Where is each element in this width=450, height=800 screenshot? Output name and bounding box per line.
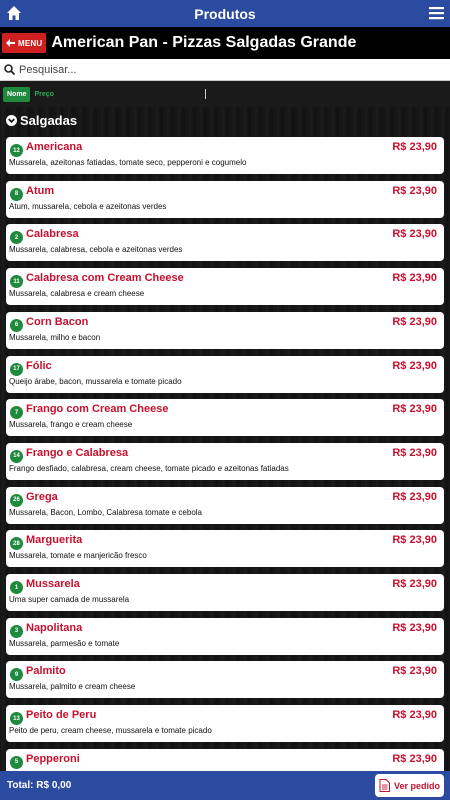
product-description: Queijo árabe, bacon, mussarela e tomate picado: [9, 376, 182, 386]
product-price: R$ 23,90: [392, 359, 437, 372]
product-price: R$ 23,90: [392, 184, 437, 197]
product-name: Calabresa: [26, 228, 79, 241]
product-item[interactable]: [6, 530, 444, 567]
search-icon: [4, 64, 15, 75]
section-header[interactable]: [0, 107, 450, 134]
product-description: Uma super camada de mussarela: [9, 595, 130, 604]
chevron-down-circle-icon: [6, 115, 17, 126]
product-code-badge: 28: [10, 537, 23, 550]
sort-by-name-button[interactable]: Nome: [3, 87, 30, 102]
page-title: Produtos: [194, 5, 256, 22]
product-description: Mussarela, tomate e manjericão fresco: [9, 551, 147, 561]
product-item[interactable]: [6, 705, 444, 742]
hamburger-menu-icon[interactable]: [429, 6, 444, 20]
product-name: Americana: [26, 141, 83, 153]
product-price: R$ 23,90: [392, 621, 437, 634]
arrow-left-icon: [6, 39, 15, 47]
order-total: Total: R$ 0,00: [7, 780, 72, 791]
search-bar: [0, 59, 450, 81]
product-description: Mussarela, frango e cream cheese: [9, 420, 133, 430]
product-item[interactable]: [6, 399, 444, 436]
product-price: R$ 23,90: [392, 446, 437, 459]
product-code-badge: 1: [10, 581, 23, 594]
product-item[interactable]: [6, 443, 444, 480]
sort-by-price-button[interactable]: Preço: [34, 90, 54, 98]
product-description: Mussarela, palmito e cream cheese: [9, 682, 136, 692]
product-name: Marguerita: [26, 534, 83, 547]
product-section: [0, 107, 450, 776]
product-code-badge: 3: [10, 625, 23, 638]
product-description: Mussarela, calabresa e cream cheese: [9, 289, 145, 299]
product-price: R$ 23,90: [392, 228, 437, 241]
product-item[interactable]: [6, 181, 444, 218]
product-name: Napolitana: [26, 621, 83, 634]
product-code-badge: 7: [10, 406, 23, 419]
home-icon[interactable]: [6, 5, 22, 21]
product-description: Mussarela, azeitonas fatiadas, tomate seco, pepperoni e cogumelo: [9, 158, 247, 167]
product-name: Palmito: [26, 665, 66, 678]
product-code-badge: 14: [10, 450, 23, 463]
product-name: Grega: [26, 490, 58, 503]
product-item[interactable]: [6, 137, 444, 174]
product-description: Peito de peru, cream cheese, mussarela e tomate picado: [9, 726, 212, 736]
product-name: Fólic: [26, 359, 52, 372]
product-name: Pepperoni: [26, 752, 80, 765]
product-item[interactable]: [6, 574, 444, 611]
product-code-badge: 26: [10, 494, 23, 507]
menu-button-label: MENU: [18, 38, 43, 48]
product-item[interactable]: [6, 268, 444, 305]
product-name: Calabresa com Cream Cheese: [26, 272, 184, 285]
product-price: R$ 23,90: [392, 709, 437, 722]
product-item[interactable]: [6, 312, 444, 349]
section-title: Salgadas: [20, 113, 78, 128]
sort-bar: [0, 81, 450, 107]
product-price: R$ 23,90: [392, 272, 437, 285]
product-description: Mussarela, parmesão e tomate: [9, 638, 120, 648]
menu-back-button[interactable]: [2, 33, 46, 53]
product-description: Frango desfiado, calabresa, cream cheese, tomate picado e azeitonas fatiadas: [9, 463, 289, 473]
store-bar: [0, 27, 450, 59]
product-item[interactable]: [6, 224, 444, 261]
product-description: Atum, mussarela, cebola e azeitonas verdes: [9, 201, 167, 211]
document-icon: [379, 779, 390, 792]
store-title: American Pan - Pizzas Salgadas Grande: [51, 34, 357, 51]
product-item[interactable]: [6, 618, 444, 655]
product-name: Peito de Peru: [26, 709, 97, 722]
view-order-button[interactable]: [375, 774, 444, 797]
product-item[interactable]: [6, 356, 444, 393]
footer-bar: [0, 771, 450, 800]
product-code-badge: 13: [10, 712, 23, 725]
product-item[interactable]: [6, 661, 444, 698]
product-price: R$ 23,90: [392, 141, 437, 153]
product-price: R$ 23,90: [392, 490, 437, 503]
product-description: Mussarela, milho e bacon: [9, 332, 101, 342]
app-header: [0, 0, 450, 27]
product-price: R$ 23,90: [392, 752, 437, 765]
product-code-badge: 11: [10, 275, 23, 288]
product-price: R$ 23,90: [392, 665, 437, 678]
product-code-badge: 8: [10, 188, 23, 201]
product-code-badge: 12: [10, 144, 23, 157]
product-description: Mussarela, Bacon, Lombo, Calabresa tomate e cebola: [9, 507, 202, 517]
product-name: Corn Bacon: [26, 315, 89, 328]
product-code-badge: 2: [10, 231, 23, 244]
product-code-badge: 5: [10, 756, 23, 769]
search-input[interactable]: [19, 60, 450, 80]
product-code-badge: 9: [10, 668, 23, 681]
product-code-badge: 6: [10, 319, 23, 332]
divider: [205, 89, 206, 99]
product-name: Frango com Cream Cheese: [26, 403, 169, 416]
product-description: Mussarela, calabresa, cebola e azeitonas verdes: [9, 245, 183, 255]
product-price: R$ 23,90: [392, 534, 437, 547]
view-order-label: Ver pedido: [393, 780, 440, 791]
product-name: Atum: [26, 184, 55, 197]
product-item[interactable]: [6, 487, 444, 524]
product-name: Frango e Calabresa: [26, 446, 129, 459]
product-code-badge: 17: [10, 363, 23, 376]
product-price: R$ 23,90: [392, 315, 437, 328]
product-price: R$ 23,90: [392, 578, 437, 590]
product-price: R$ 23,90: [392, 403, 437, 416]
product-name: Mussarela: [26, 578, 80, 590]
